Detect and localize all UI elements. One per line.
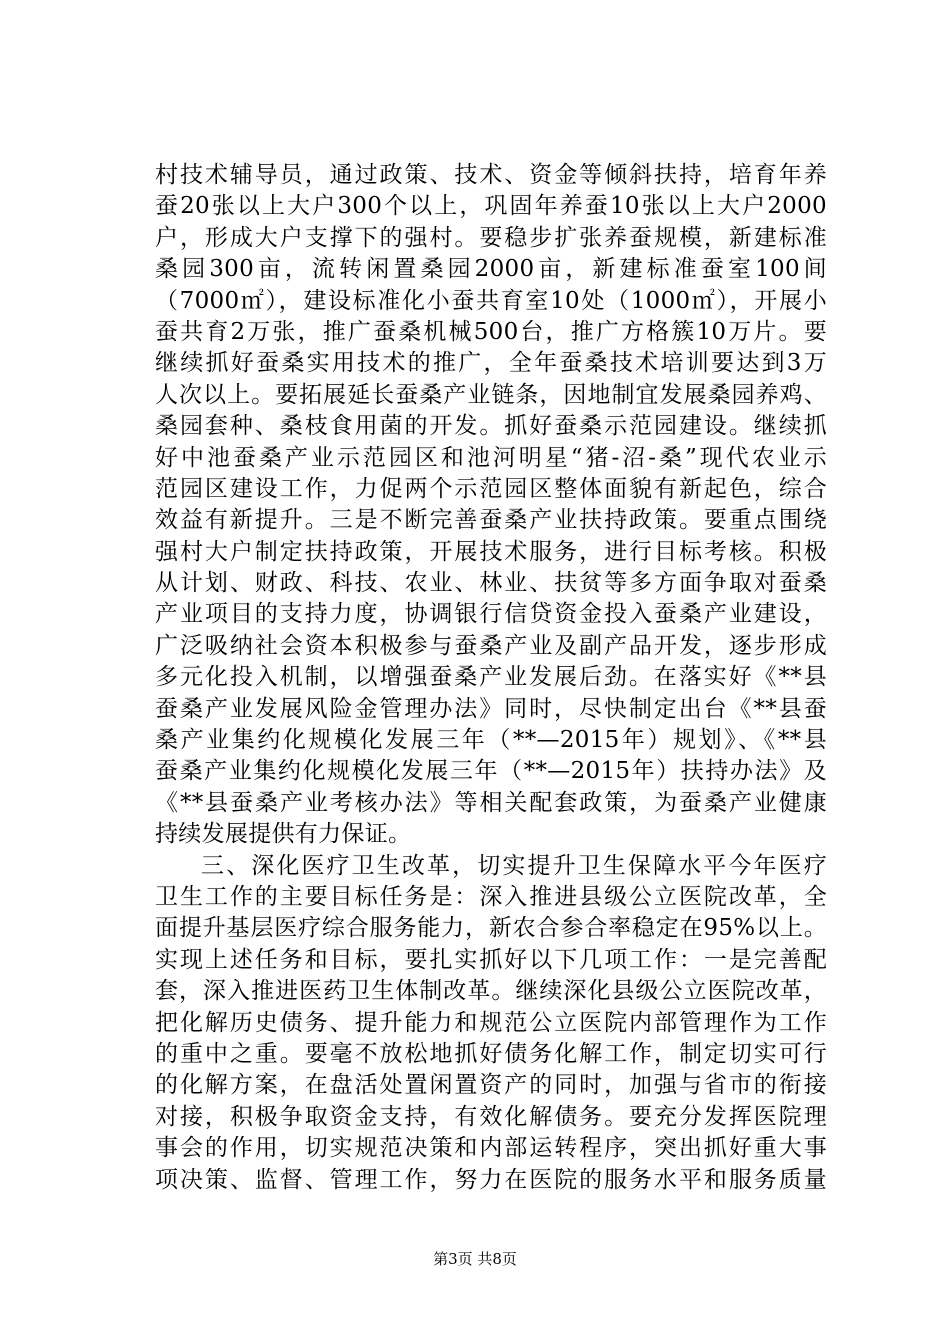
text-line: 蚕桑产业发展风险金管理办法》同时，尽快制定出台《**县蚕 (155, 695, 827, 722)
text-line: 持续发展提供有力保证。 (155, 821, 412, 848)
text-line: 卫生工作的主要目标任务是：深入推进县级公立医院改革，全 (155, 883, 827, 910)
text-line: 面提升基层医疗综合服务能力，新农合参合率稳定在95%以上。 (155, 915, 827, 942)
text-line: 户，形成大户支撑下的强村。要稳步扩张养蚕规模，新建标准 (155, 224, 827, 251)
text-line: 桑产业集约化规模化发展三年（**—2015年）规划》、《**县 (155, 727, 827, 754)
page-footer (0, 1248, 950, 1269)
text-line: 蚕共育2万张，推广蚕桑机械500台，推广方格簇10万片。要 (155, 318, 827, 345)
text-line: 继续抓好蚕桑实用技术的推广，全年蚕桑技术培训要达到3万 (155, 350, 827, 377)
text-line: 套，深入推进医药卫生体制改革。继续深化县级公立医院改革， (155, 978, 827, 1005)
text-line: 桑园套种、桑枝食用菌的开发。抓好蚕桑示范园建设。继续抓 (155, 413, 827, 440)
text-line: （7000㎡），建设标准化小蚕共育室10处（1000㎡），开展小 (155, 287, 827, 314)
text-line: 多元化投入机制，以增强蚕桑产业发展后劲。在落实好《**县 (155, 664, 827, 691)
text-line: 人次以上。要拓展延长蚕桑产业链条，因地制宜发展桑园养鸡、 (155, 381, 827, 408)
text-line: 三、深化医疗卫生改革，切实提升卫生保障水平今年医疗 (201, 852, 827, 879)
text-line: 产业项目的支持力度，协调银行信贷资金投入蚕桑产业建设， (155, 601, 827, 628)
text-line: 实现上述任务和目标，要扎实抓好以下几项工作：一是完善配 (155, 946, 827, 973)
text-line: 对接，积极争取资金支持，有效化解债务。要充分发挥医院理 (155, 1103, 827, 1130)
text-line: 项决策、监督、管理工作，努力在医院的服务水平和服务质量 (155, 1166, 827, 1193)
text-line: 的化解方案，在盘活处置闲置资产的同时，加强与省市的衔接 (155, 1072, 827, 1099)
text-line: 《**县蚕桑产业考核办法》等相关配套政策，为蚕桑产业健康 (155, 789, 827, 816)
text-line: 范园区建设工作，力促两个示范园区整体面貌有新起色，综合 (155, 475, 827, 502)
text-line: 事会的作用，切实规范决策和内部运转程序，突出抓好重大事 (155, 1135, 827, 1162)
text-line: 把化解历史债务、提升能力和规范公立医院内部管理作为工作 (155, 1009, 827, 1036)
document-body (155, 160, 827, 1196)
page-number-label: 第3页 共8页 (433, 1250, 517, 1268)
text-line: 的重中之重。要毫不放松地抓好债务化解工作，制定切实可行 (155, 1040, 827, 1067)
text-line: 蚕20张以上大户300个以上，巩固年养蚕10张以上大户2000 (155, 193, 827, 220)
text-line: 效益有新提升。三是不断完善蚕桑产业扶持政策。要重点围绕 (155, 507, 827, 534)
text-line: 蚕桑产业集约化规模化发展三年（**—2015年）扶持办法》及 (155, 758, 827, 785)
text-line: 村技术辅导员，通过政策、技术、资金等倾斜扶持，培育年养 (155, 162, 827, 188)
text-line: 广泛吸纳社会资本积极参与蚕桑产业及副产品开发，逐步形成 (155, 632, 827, 659)
text-line: 强村大户制定扶持政策，开展技术服务，进行目标考核。积极 (155, 538, 827, 565)
text-line: 好中池蚕桑产业示范园区和池河明星“猪-沼-桑”现代农业示 (155, 444, 827, 471)
text-line: 从计划、财政、科技、农业、林业、扶贫等多方面争取对蚕桑 (155, 570, 827, 597)
text-line: 桑园300亩，流转闲置桑园2000亩，新建标准蚕室100间 (155, 256, 827, 283)
